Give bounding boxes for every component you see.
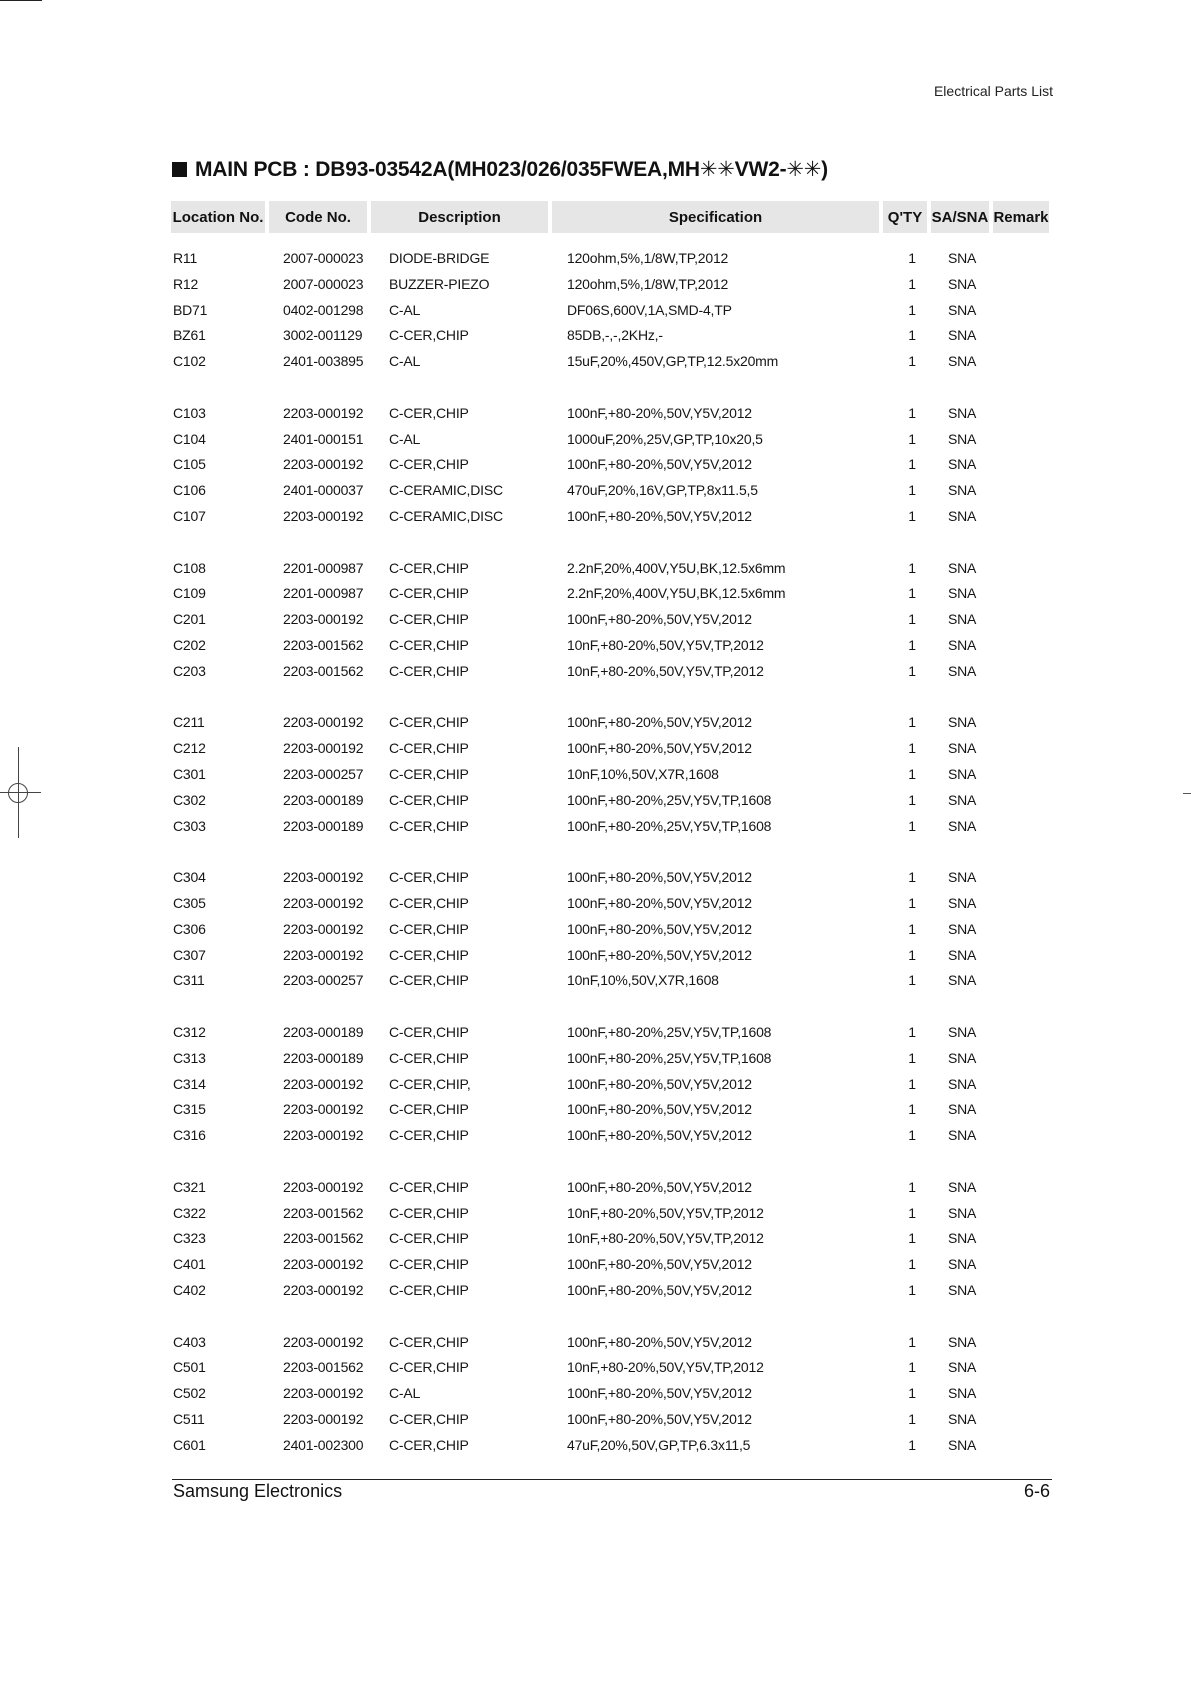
row-sa-sna: SNA	[948, 1436, 977, 1453]
row-specification: 100nF,+80-20%,50V,Y5V,2012	[567, 1333, 752, 1350]
row-sa-sna: SNA	[948, 662, 977, 679]
row-location: C104	[173, 430, 206, 447]
row-specification: 100nF,+80-20%,50V,Y5V,2012	[567, 920, 752, 937]
row-location: C314	[173, 1075, 206, 1092]
page-title	[172, 157, 828, 182]
row-code: 2203-001562	[283, 1230, 364, 1247]
table-row	[172, 947, 1052, 967]
row-code: 2203-000189	[283, 791, 364, 808]
row-code: 2203-000257	[283, 972, 364, 989]
row-sa-sna: SNA	[948, 327, 977, 344]
table-row	[172, 1179, 1052, 1199]
row-description: C-CER,CHIP	[389, 585, 469, 602]
row-sa-sna: SNA	[948, 869, 977, 886]
row-code: 2201-000987	[283, 585, 364, 602]
row-sa-sna: SNA	[948, 1282, 977, 1298]
header-code: Code No.	[269, 201, 367, 233]
row-sa-sna: SNA	[948, 1256, 977, 1273]
row-code: 2203-000192	[283, 1411, 364, 1427]
table-row	[172, 637, 1052, 657]
table-row	[172, 1256, 1052, 1276]
row-qty: 1	[908, 456, 916, 473]
row-qty: 1	[908, 1230, 916, 1247]
row-description: C-CER,CHIP	[389, 714, 469, 731]
row-qty: 1	[908, 1256, 916, 1273]
row-specification: DF06S,600V,1A,SMD-4,TP	[567, 301, 732, 318]
table-row	[172, 405, 1052, 425]
row-description: DIODE-BRIDGE	[389, 250, 490, 266]
table-row	[172, 276, 1052, 296]
row-sa-sna: SNA	[948, 946, 977, 963]
row-specification: 10nF,10%,50V,X7R,1608	[567, 766, 719, 782]
table-row	[172, 1127, 1052, 1147]
table-row	[172, 1385, 1052, 1405]
row-location: C501	[173, 1359, 206, 1376]
row-code: 2203-000192	[283, 920, 364, 937]
row-description: C-CER,CHIP	[389, 1436, 469, 1453]
row-specification: 100nF,+80-20%,50V,Y5V,2012	[567, 714, 752, 731]
table-row	[172, 792, 1052, 812]
row-description: C-CER,CHIP	[389, 1127, 469, 1144]
row-qty: 1	[908, 869, 916, 886]
row-description: C-CERAMIC,DISC	[389, 482, 503, 499]
row-qty: 1	[908, 1204, 916, 1221]
row-description: C-CER,CHIP	[389, 946, 469, 963]
row-sa-sna: SNA	[948, 1230, 977, 1247]
table-row	[172, 431, 1052, 451]
row-description: C-CER,CHIP	[389, 895, 469, 911]
table-row	[172, 611, 1052, 631]
row-code: 2203-000192	[283, 946, 364, 963]
row-qty: 1	[908, 327, 916, 344]
row-description: C-AL	[389, 353, 421, 370]
row-code: 2203-001562	[283, 637, 364, 653]
table-row	[172, 714, 1052, 734]
row-sa-sna: SNA	[948, 611, 977, 628]
row-description: C-CER,CHIP	[389, 1204, 469, 1221]
row-code: 2401-000037	[283, 482, 364, 499]
table-row	[172, 508, 1052, 528]
table-row	[172, 663, 1052, 683]
row-specification: 10nF,+80-20%,50V,Y5V,TP,2012	[567, 662, 764, 679]
row-description: C-CER,CHIP	[389, 1230, 469, 1247]
footer-company: Samsung Electronics	[173, 1481, 343, 1501]
row-location: C601	[173, 1436, 206, 1453]
row-specification: 100nF,+80-20%,50V,Y5V,2012	[567, 404, 752, 421]
row-code: 2203-000189	[283, 1024, 364, 1040]
row-sa-sna: SNA	[948, 972, 977, 989]
row-specification: 1000uF,20%,25V,GP,TP,10x20,5	[567, 430, 763, 447]
row-code: 2203-000189	[283, 1049, 364, 1066]
row-qty: 1	[908, 1385, 916, 1402]
row-qty: 1	[908, 972, 916, 989]
row-description: C-CER,CHIP	[389, 920, 469, 937]
row-qty: 1	[908, 1101, 916, 1118]
row-specification: 2.2nF,20%,400V,Y5U,BK,12.5x6mm	[567, 559, 786, 576]
row-code: 2203-000192	[283, 404, 364, 421]
row-code: 2203-000192	[283, 1075, 364, 1092]
row-qty: 1	[908, 250, 916, 266]
table-row	[172, 353, 1052, 373]
table-row	[172, 1024, 1052, 1044]
row-location: C203	[173, 662, 206, 679]
row-specification: 100nF,+80-20%,50V,Y5V,2012	[567, 740, 752, 757]
table-row	[172, 1282, 1052, 1302]
row-qty: 1	[908, 611, 916, 628]
row-code: 2401-003895	[283, 353, 364, 370]
row-location: C304	[173, 869, 206, 886]
header-remark: Remark	[993, 201, 1049, 233]
row-sa-sna: SNA	[948, 559, 977, 576]
row-location: C108	[173, 559, 206, 576]
row-qty: 1	[908, 1333, 916, 1350]
section-label: Electrical Parts List	[933, 83, 1053, 99]
row-location: C306	[173, 920, 206, 937]
row-sa-sna: SNA	[948, 1178, 977, 1195]
row-description: C-AL	[389, 301, 421, 318]
row-specification: 10nF,+80-20%,50V,Y5V,TP,2012	[567, 1359, 764, 1376]
table-row	[172, 818, 1052, 838]
row-sa-sna: SNA	[948, 1204, 977, 1221]
row-description: C-CER,CHIP	[389, 1256, 469, 1273]
row-sa-sna: SNA	[948, 1101, 977, 1118]
row-location: C511	[173, 1411, 205, 1427]
row-specification: 85DB,-,-,2KHz,-	[567, 327, 663, 344]
row-sa-sna: SNA	[948, 275, 977, 292]
row-specification: 100nF,+80-20%,50V,Y5V,2012	[567, 1385, 752, 1402]
row-sa-sna: SNA	[948, 1127, 977, 1144]
row-qty: 1	[908, 559, 916, 576]
row-code: 2203-000192	[283, 508, 364, 524]
row-sa-sna: SNA	[948, 456, 977, 473]
row-sa-sna: SNA	[948, 895, 977, 911]
row-qty: 1	[908, 817, 916, 834]
table-row	[172, 585, 1052, 605]
row-specification: 100nF,+80-20%,50V,Y5V,2012	[567, 456, 752, 473]
row-specification: 100nF,+80-20%,50V,Y5V,2012	[567, 1127, 752, 1144]
table-row	[172, 560, 1052, 580]
row-sa-sna: SNA	[948, 1049, 977, 1066]
row-location: C323	[173, 1230, 206, 1247]
row-location: C321	[173, 1178, 206, 1195]
page-number: 6-6	[1023, 1481, 1050, 1501]
row-specification: 100nF,+80-20%,50V,Y5V,2012	[567, 869, 752, 886]
row-qty: 1	[908, 275, 916, 292]
row-code: 2203-000192	[283, 611, 364, 628]
row-description: C-AL	[389, 1385, 421, 1402]
row-sa-sna: SNA	[948, 1411, 977, 1427]
row-sa-sna: SNA	[948, 250, 977, 266]
row-location: C109	[173, 585, 206, 602]
row-location: C105	[173, 456, 206, 473]
row-specification: 100nF,+80-20%,50V,Y5V,2012	[567, 1411, 752, 1427]
table-row	[172, 456, 1052, 476]
table-row	[172, 740, 1052, 760]
row-specification: 10nF,+80-20%,50V,Y5V,TP,2012	[567, 637, 764, 653]
row-location: C201	[173, 611, 206, 628]
table-row	[172, 1437, 1052, 1457]
row-code: 2203-000192	[283, 895, 364, 911]
row-sa-sna: SNA	[948, 1075, 977, 1092]
header-sa-sna: SA/SNA	[931, 201, 989, 233]
row-specification: 100nF,+80-20%,25V,Y5V,TP,1608	[567, 1024, 772, 1040]
row-code: 2203-000192	[283, 1282, 364, 1298]
row-description: C-CER,CHIP	[389, 456, 469, 473]
row-qty: 1	[908, 1411, 916, 1427]
registration-mark-circle	[8, 783, 28, 803]
table-row	[172, 327, 1052, 347]
row-sa-sna: SNA	[948, 430, 977, 447]
row-qty: 1	[908, 714, 916, 731]
row-description: C-AL	[389, 430, 421, 447]
table-row	[172, 921, 1052, 941]
row-description: C-CER,CHIP	[389, 637, 469, 653]
row-specification: 10nF,10%,50V,X7R,1608	[567, 972, 719, 989]
row-location: C202	[173, 637, 206, 653]
row-description: C-CER,CHIP	[389, 1282, 469, 1298]
row-location: C403	[173, 1333, 206, 1350]
row-sa-sna: SNA	[948, 714, 977, 731]
table-row	[172, 1230, 1052, 1250]
row-specification: 100nF,+80-20%,50V,Y5V,2012	[567, 1282, 752, 1298]
row-sa-sna: SNA	[948, 482, 977, 499]
table-row	[172, 250, 1052, 270]
row-location: C502	[173, 1385, 206, 1402]
row-qty: 1	[908, 920, 916, 937]
row-description: C-CER,CHIP	[389, 1178, 469, 1195]
row-description: C-CER,CHIP	[389, 1333, 469, 1350]
table-row	[172, 972, 1052, 992]
row-description: C-CER,CHIP	[389, 611, 469, 628]
row-location: C212	[173, 740, 206, 757]
row-sa-sna: SNA	[948, 508, 977, 524]
row-sa-sna: SNA	[948, 920, 977, 937]
row-description: C-CER,CHIP	[389, 1101, 469, 1118]
row-sa-sna: SNA	[948, 791, 977, 808]
table-row	[172, 302, 1052, 322]
row-qty: 1	[908, 1127, 916, 1144]
row-qty: 1	[908, 1436, 916, 1453]
row-qty: 1	[908, 946, 916, 963]
row-specification: 100nF,+80-20%,25V,Y5V,TP,1608	[567, 791, 772, 808]
header-location: Location No.	[171, 201, 265, 233]
row-code: 3002-001129	[283, 327, 363, 344]
row-qty: 1	[908, 1049, 916, 1066]
row-sa-sna: SNA	[948, 353, 977, 370]
row-code: 2203-000192	[283, 1178, 364, 1195]
table-row	[172, 1050, 1052, 1070]
row-location: C316	[173, 1127, 206, 1144]
row-description: C-CER,CHIP	[389, 869, 469, 886]
row-code: 0402-001298	[283, 301, 364, 318]
row-code: 2007-000023	[283, 275, 364, 292]
row-specification: 47uF,20%,50V,GP,TP,6.3x11,5	[567, 1436, 751, 1453]
row-sa-sna: SNA	[948, 766, 977, 782]
row-location: C301	[173, 766, 206, 782]
row-specification: 100nF,+80-20%,50V,Y5V,2012	[567, 895, 752, 911]
row-code: 2203-001562	[283, 1204, 364, 1221]
row-specification: 120ohm,5%,1/8W,TP,2012	[567, 275, 729, 292]
row-location: C106	[173, 482, 206, 499]
row-location: C313	[173, 1049, 206, 1066]
row-qty: 1	[908, 637, 916, 653]
row-location: C401	[173, 1256, 206, 1273]
row-code: 2401-002300	[283, 1436, 364, 1453]
row-description: C-CER,CHIP	[389, 1411, 469, 1427]
row-description: C-CER,CHIP	[389, 559, 469, 576]
row-qty: 1	[908, 482, 916, 499]
square-bullet-icon	[172, 162, 187, 177]
row-location: R11	[173, 250, 198, 266]
row-code: 2203-000192	[283, 740, 364, 757]
row-qty: 1	[908, 1075, 916, 1092]
row-sa-sna: SNA	[948, 1359, 977, 1376]
row-location: C315	[173, 1101, 206, 1118]
row-location: BD71	[173, 301, 208, 318]
row-qty: 1	[908, 508, 916, 524]
row-description: C-CER,CHIP	[389, 1359, 469, 1376]
row-description: C-CER,CHIP,	[389, 1075, 471, 1092]
table-row	[172, 1411, 1052, 1431]
row-sa-sna: SNA	[948, 817, 977, 834]
row-description: C-CER,CHIP	[389, 404, 469, 421]
row-qty: 1	[908, 740, 916, 757]
row-description: C-CER,CHIP	[389, 327, 469, 344]
row-code: 2203-000192	[283, 869, 364, 886]
row-specification: 100nF,+80-20%,25V,Y5V,TP,1608	[567, 1049, 772, 1066]
crop-mark-side	[1183, 793, 1191, 794]
row-code: 2401-000151	[283, 430, 364, 447]
row-description: C-CERAMIC,DISC	[389, 508, 503, 524]
row-qty: 1	[908, 1282, 916, 1298]
row-description: C-CER,CHIP	[389, 972, 469, 989]
row-location: R12	[173, 275, 199, 292]
footer-divider	[172, 1479, 1052, 1480]
row-location: C322	[173, 1204, 206, 1221]
row-specification: 100nF,+80-20%,50V,Y5V,2012	[567, 1178, 752, 1195]
row-sa-sna: SNA	[948, 301, 977, 318]
row-code: 2203-000192	[283, 1256, 364, 1273]
row-specification: 10nF,+80-20%,50V,Y5V,TP,2012	[567, 1230, 764, 1247]
table-row	[172, 1334, 1052, 1354]
table-row	[172, 1359, 1052, 1379]
row-location: C211	[173, 714, 205, 731]
row-sa-sna: SNA	[948, 637, 977, 653]
table-row	[172, 766, 1052, 786]
row-description: C-CER,CHIP	[389, 740, 469, 757]
row-description: C-CER,CHIP	[389, 766, 469, 782]
row-code: 2203-000257	[283, 766, 364, 782]
row-sa-sna: SNA	[948, 1333, 977, 1350]
row-location: C311	[173, 972, 205, 989]
row-specification: 100nF,+80-20%,50V,Y5V,2012	[567, 1256, 752, 1273]
row-location: C102	[173, 353, 206, 370]
row-specification: 100nF,+80-20%,50V,Y5V,2012	[567, 1075, 752, 1092]
page-title-text: MAIN PCB : DB93-03542A(MH023/026/035FWEA,MH✳✳VW2-✳✳)	[195, 158, 828, 181]
row-qty: 1	[908, 585, 916, 602]
row-specification: 10nF,+80-20%,50V,Y5V,TP,2012	[567, 1204, 764, 1221]
row-description: C-CER,CHIP	[389, 1049, 469, 1066]
row-location: C312	[173, 1024, 206, 1040]
row-code: 2203-000192	[283, 714, 364, 731]
row-location: C302	[173, 791, 206, 808]
header-qty: Q'TY	[883, 201, 927, 233]
row-location: C305	[173, 895, 206, 911]
header-description: Description	[371, 201, 548, 233]
row-location: C402	[173, 1282, 206, 1298]
row-specification: 2.2nF,20%,400V,Y5U,BK,12.5x6mm	[567, 585, 786, 602]
row-specification: 470uF,20%,16V,GP,TP,8x11.5,5	[567, 482, 758, 499]
row-specification: 100nF,+80-20%,50V,Y5V,2012	[567, 611, 752, 628]
row-code: 2203-000192	[283, 1333, 364, 1350]
row-sa-sna: SNA	[948, 404, 977, 421]
row-code: 2203-000189	[283, 817, 364, 834]
row-location: C107	[173, 508, 206, 524]
row-qty: 1	[908, 301, 916, 318]
table-row	[172, 895, 1052, 915]
row-specification: 120ohm,5%,1/8W,TP,2012	[567, 250, 729, 266]
row-location: BZ61	[173, 327, 206, 344]
row-description: C-CER,CHIP	[389, 817, 469, 834]
row-qty: 1	[908, 1359, 916, 1376]
row-code: 2007-000023	[283, 250, 364, 266]
row-code: 2203-000192	[283, 1385, 364, 1402]
row-specification: 15uF,20%,450V,GP,TP,12.5x20mm	[567, 353, 779, 370]
header-specification: Specification	[552, 201, 879, 233]
table-row	[172, 1076, 1052, 1096]
row-qty: 1	[908, 895, 916, 911]
table-row	[172, 869, 1052, 889]
row-code: 2203-000192	[283, 1127, 364, 1144]
row-location: C103	[173, 404, 206, 421]
row-description: C-CER,CHIP	[389, 791, 469, 808]
row-sa-sna: SNA	[948, 740, 977, 757]
row-qty: 1	[908, 791, 916, 808]
row-code: 2203-001562	[283, 1359, 364, 1376]
row-specification: 100nF,+80-20%,50V,Y5V,2012	[567, 508, 752, 524]
row-sa-sna: SNA	[948, 585, 977, 602]
row-qty: 1	[908, 430, 916, 447]
row-location: C307	[173, 946, 206, 963]
row-sa-sna: SNA	[948, 1385, 977, 1402]
row-location: C303	[173, 817, 206, 834]
row-description: C-CER,CHIP	[389, 662, 469, 679]
table-row	[172, 1101, 1052, 1121]
table-row	[172, 482, 1052, 502]
table-row	[172, 1205, 1052, 1225]
table-header	[171, 201, 1049, 233]
row-specification: 100nF,+80-20%,50V,Y5V,2012	[567, 1101, 752, 1118]
row-specification: 100nF,+80-20%,25V,Y5V,TP,1608	[567, 817, 772, 834]
row-qty: 1	[908, 662, 916, 679]
row-specification: 100nF,+80-20%,50V,Y5V,2012	[567, 946, 752, 963]
row-code: 2203-000192	[283, 1101, 364, 1118]
row-description: C-CER,CHIP	[389, 1024, 469, 1040]
row-code: 2201-000987	[283, 559, 364, 576]
row-description: BUZZER-PIEZO	[389, 275, 490, 292]
row-qty: 1	[908, 1024, 916, 1040]
row-qty: 1	[908, 353, 916, 370]
row-code: 2203-001562	[283, 662, 364, 679]
row-code: 2203-000192	[283, 456, 364, 473]
row-sa-sna: SNA	[948, 1024, 977, 1040]
row-qty: 1	[908, 404, 916, 421]
row-qty: 1	[908, 766, 916, 782]
row-qty: 1	[908, 1178, 916, 1195]
crop-mark-top	[0, 0, 42, 1]
